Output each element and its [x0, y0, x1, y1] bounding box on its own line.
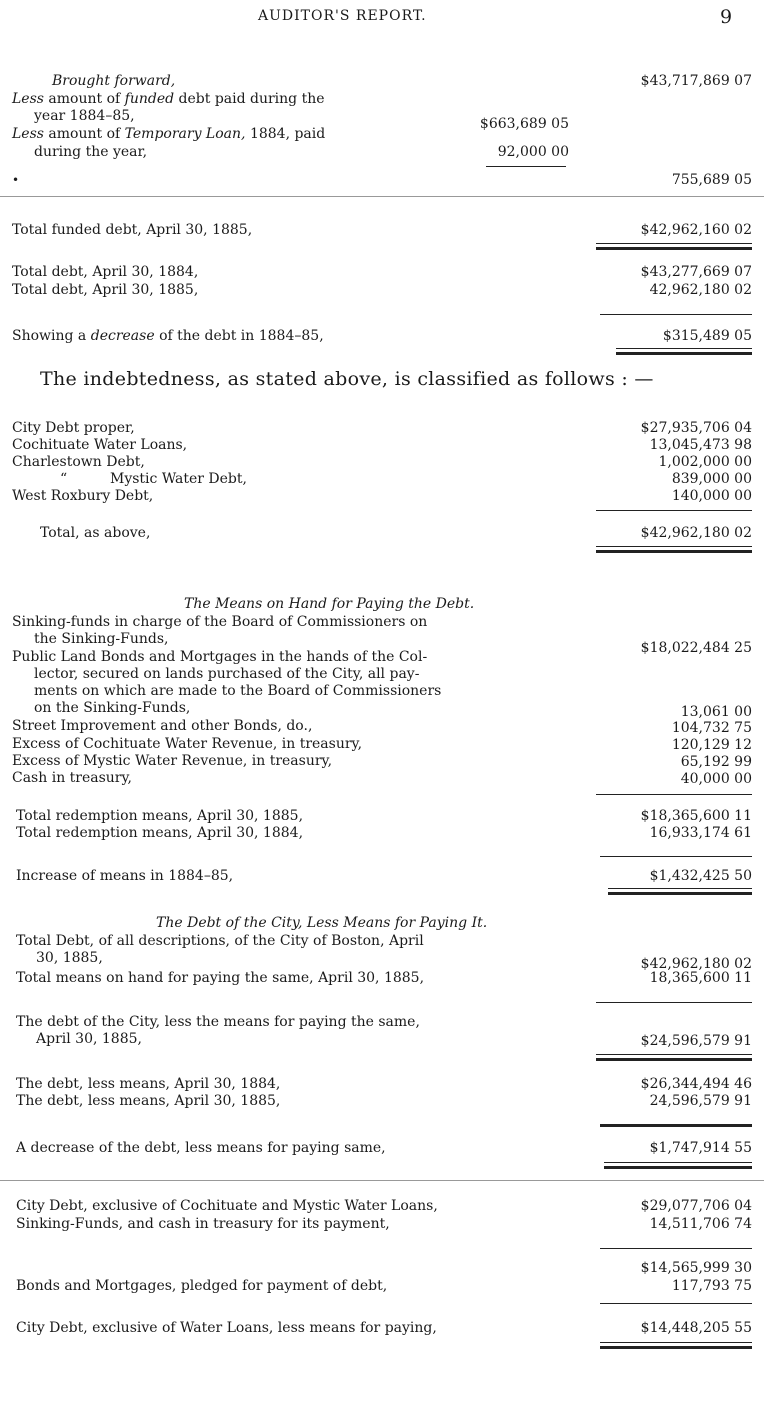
bullet-mark: • — [12, 173, 20, 187]
means-public-line3: ments on which are made to the Board of Commissioners — [34, 683, 442, 699]
means-sinking-value: $18,022,484 25 — [640, 640, 752, 656]
increase-double-rule — [608, 892, 752, 895]
redemption-1884-label: Total redemption means, April 30, 1884, — [16, 825, 304, 841]
class-row-cochituate-value: 13,045,473 98 — [649, 437, 752, 453]
increase-value: $1,432,425 50 — [649, 868, 752, 884]
sinking-cash-value: 14,511,706 74 — [649, 1216, 752, 1232]
total-debt-line1: Total Debt, of all descriptions, of the City of Boston, April — [16, 933, 424, 949]
final-net-double-rule — [600, 1346, 752, 1349]
net-debt-double-rule — [596, 1058, 752, 1061]
increase-underline — [608, 888, 752, 889]
redemption-1885-label: Total redemption means, April 30, 1885, — [16, 808, 304, 824]
decrease-underline — [616, 348, 752, 349]
sinking-cash-label: Sinking-Funds, and cash in treasury for its payment, — [16, 1216, 390, 1232]
means-row-cash-value: 40,000 00 — [680, 771, 752, 787]
total-debt-1884-value: $43,277,669 07 — [640, 264, 752, 280]
means-public-value: 13,061 00 — [680, 704, 752, 720]
bonds-rule — [600, 1303, 752, 1304]
means-public-line1: Public Land Bonds and Mortgages in the hands of the Col- — [12, 649, 428, 665]
means-sinking-line2: the Sinking-Funds, — [34, 631, 169, 647]
means-public-line4: on the Sinking-Funds, — [34, 700, 191, 716]
means-row-cash-label: Cash in treasury, — [12, 770, 132, 786]
debt-less-means-1884-label: The debt, less means, April 30, 1884, — [16, 1076, 281, 1092]
lower-section-divider — [0, 1180, 764, 1181]
less-funded-line2: year 1884–85, — [34, 108, 135, 124]
class-row-mystic-ditto: “ — [60, 471, 68, 487]
final-net-value: $14,448,205 55 — [640, 1320, 752, 1336]
class-row-mystic-label: Mystic Water Debt, — [110, 471, 247, 487]
means-row-cochituate-label: Excess of Cochituate Water Revenue, in treasury, — [12, 736, 363, 752]
means-row-street-value: 104,732 75 — [671, 720, 752, 736]
total-debt-1885-label: Total debt, April 30, 1885, — [12, 282, 199, 298]
less-temporary-line1: Less amount of Temporary Loan, 1884, paid — [12, 126, 326, 142]
decrease-value: $315,489 05 — [662, 328, 752, 344]
comparison-rule — [600, 314, 752, 315]
total-debt-value: $42,962,180 02 — [640, 956, 752, 972]
compare-rule — [600, 1124, 752, 1127]
class-row-cochituate-label: Cochituate Water Loans, — [12, 437, 188, 453]
redemption-1885-value: $18,365,600 11 — [640, 808, 752, 824]
means-heading: The Means on Hand for Paying the Debt. — [184, 596, 475, 612]
means-row-mystic-label: Excess of Mystic Water Revenue, in treasury, — [12, 753, 333, 769]
redemption-rule — [600, 856, 752, 857]
decrease-double-rule — [616, 352, 752, 355]
deductions-total: 755,689 05 — [671, 172, 752, 188]
class-row-westroxbury-label: West Roxbury Debt, — [12, 488, 154, 504]
total-means-rule — [596, 1002, 752, 1003]
total-debt-1885-value: 42,962,180 02 — [649, 282, 752, 298]
total-funded-double-rule — [596, 247, 752, 250]
decrease-label: Showing a decrease of the debt in 1884–85, — [12, 328, 324, 344]
classification-total-label: Total, as above, — [40, 525, 151, 541]
means-public-line2: lector, secured on lands purchased of the City, all pay- — [34, 666, 420, 682]
redemption-1884-value: 16,933,174 61 — [649, 825, 752, 841]
city-debt-exclusive-value: $29,077,706 04 — [640, 1198, 752, 1214]
debt-less-means-heading: The Debt of the City, Less Means for Paying It. — [156, 915, 488, 931]
debt-less-means-1885-value: 24,596,579 91 — [649, 1093, 752, 1109]
class-row-westroxbury-value: 140,000 00 — [671, 488, 752, 504]
total-means-value: 18,365,600 11 — [649, 970, 752, 986]
total-debt-1884-label: Total debt, April 30, 1884, — [12, 264, 199, 280]
class-row-city-value: $27,935,706 04 — [640, 420, 752, 436]
net-debt-value: $24,596,579 91 — [640, 1033, 752, 1049]
total-funded-underline — [596, 243, 752, 244]
classification-heading: The indebtedness, as stated above, is classified as follows : — — [40, 368, 654, 390]
class-row-charlestown-value: 1,002,000 00 — [658, 454, 752, 470]
decrease-less-means-underline — [604, 1162, 752, 1163]
brought-forward-value: $43,717,869 07 — [640, 73, 752, 89]
less-temporary-line2: during the year, — [34, 144, 148, 160]
classification-total-double-rule — [596, 550, 752, 553]
debt-less-means-1884-value: $26,344,494 46 — [640, 1076, 752, 1092]
total-funded-value: $42,962,160 02 — [640, 222, 752, 238]
net-debt-line1: The debt of the City, less the means for paying the same, — [16, 1014, 420, 1030]
class-row-charlestown-label: Charlestown Debt, — [12, 454, 145, 470]
means-sinking-line1: Sinking-funds in charge of the Board of Commissioners on — [12, 614, 428, 630]
total-debt-line2: 30, 1885, — [36, 950, 103, 966]
classification-total-value: $42,962,180 02 — [640, 525, 752, 541]
sinking-cash-rule — [600, 1248, 752, 1249]
less-funded-line1: Less amount of funded debt paid during the — [12, 91, 325, 107]
class-row-city-label: City Debt proper, — [12, 420, 135, 436]
decrease-less-means-value: $1,747,914 55 — [649, 1140, 752, 1156]
decrease-less-means-label: A decrease of the debt, less means for paying same, — [16, 1140, 386, 1156]
less-temporary-amount: 92,000 00 — [497, 144, 569, 160]
classification-total-underline — [596, 546, 752, 547]
total-funded-label: Total funded debt, April 30, 1885, — [12, 222, 253, 238]
means-row-street-label: Street Improvement and other Bonds, do., — [12, 718, 313, 734]
increase-label: Increase of means in 1884–85, — [16, 868, 234, 884]
means-rule — [596, 794, 752, 795]
means-row-cochituate-value: 120,129 12 — [671, 737, 752, 753]
net-debt-underline — [596, 1054, 752, 1055]
debt-less-means-1885-label: The debt, less means, April 30, 1885, — [16, 1093, 281, 1109]
brought-forward-label: Brought forward, — [52, 73, 176, 89]
final-net-underline — [600, 1342, 752, 1343]
decrease-less-means-double-rule — [604, 1166, 752, 1169]
city-debt-exclusive-label: City Debt, exclusive of Cochituate and Mystic Water Loans, — [16, 1198, 438, 1214]
section-divider — [0, 196, 764, 197]
net-debt-line2: April 30, 1885, — [36, 1031, 142, 1047]
means-row-mystic-value: 65,192 99 — [680, 754, 752, 770]
subtotal-rule — [486, 166, 566, 167]
page-number: 9 — [720, 6, 733, 28]
running-header: AUDITOR'S REPORT. — [258, 8, 427, 24]
class-row-mystic-value: 839,000 00 — [671, 471, 752, 487]
bonds-mortgages-label: Bonds and Mortgages, pledged for payment of debt, — [16, 1278, 388, 1294]
classification-rule — [596, 510, 752, 511]
final-net-label: City Debt, exclusive of Water Loans, less means for paying, — [16, 1320, 437, 1336]
total-means-label: Total means on hand for paying the same, April 30, 1885, — [16, 970, 425, 986]
less-funded-amount: $663,689 05 — [479, 116, 569, 132]
bonds-mortgages-value: 117,793 75 — [671, 1278, 752, 1294]
subtotal-value: $14,565,999 30 — [640, 1260, 752, 1276]
